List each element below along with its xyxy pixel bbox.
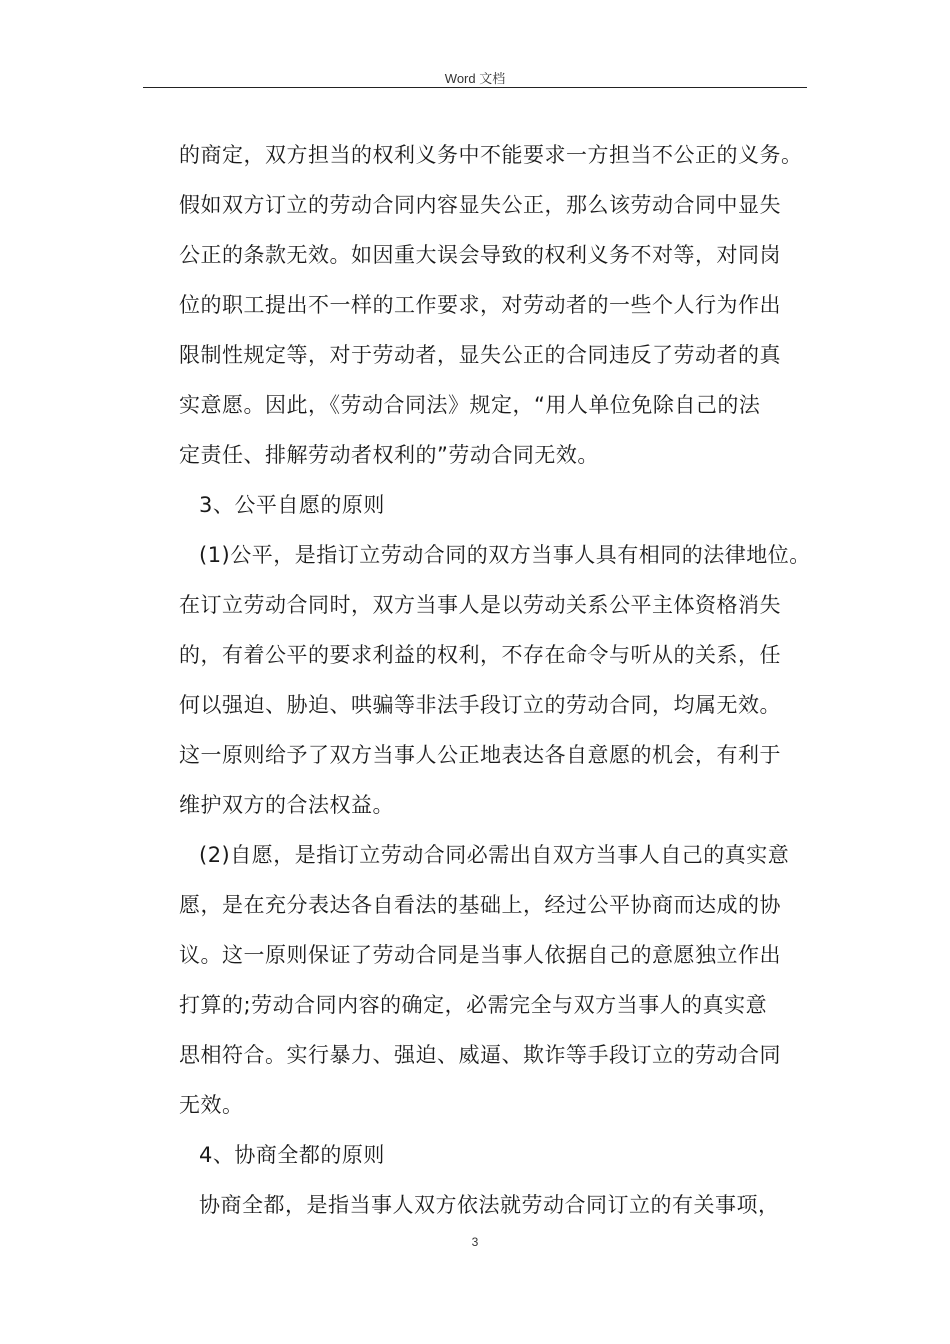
text-line: 假如双方订立的劳动合同内容显失公正，那么该劳动合同中显失 bbox=[179, 193, 781, 217]
text-line: 在订立劳动合同时，双方当事人是以劳动关系公平主体资格消失 bbox=[179, 593, 781, 617]
text-line: 实意愿。因此，《劳动合同法》规定，“用人单位免除自己的法 bbox=[179, 393, 761, 417]
text-line: 打算的;劳动合同内容的确定，必需完全与双方当事人的真实意 bbox=[179, 993, 768, 1017]
text-line: 维护双方的合法权益。 bbox=[179, 793, 394, 817]
text-line: 的，有着公平的要求利益的权利，不存在命令与听从的关系，任 bbox=[179, 643, 781, 667]
header-divider bbox=[143, 87, 807, 88]
text-line: 议。这一原则保证了劳动合同是当事人依据自己的意愿独立作出 bbox=[179, 943, 781, 967]
text-line: 愿，是在充分表达各自看法的基础上，经过公平协商而达成的协 bbox=[179, 893, 781, 917]
text-line: 公正的条款无效。如因重大误会导致的权利义务不对等，对同岗 bbox=[179, 243, 781, 267]
text-line: 定责任、排解劳动者权利的”劳动合同无效。 bbox=[179, 443, 599, 467]
text-line: 位的职工提出不一样的工作要求，对劳动者的一些个人行为作出 bbox=[179, 293, 781, 317]
text-line: (2)自愿，是指订立劳动合同必需出自双方当事人自己的真实意 bbox=[199, 843, 790, 867]
page-number: 3 bbox=[471, 1235, 479, 1249]
document-header-title: Word 文档 bbox=[444, 71, 506, 86]
section-heading: 3、公平自愿的原则 bbox=[199, 493, 385, 517]
text-line: 何以强迫、胁迫、哄骗等非法手段订立的劳动合同，均属无效。 bbox=[179, 693, 781, 717]
text-line: 无效。 bbox=[179, 1093, 244, 1117]
text-line: 的商定，双方担当的权利义务中不能要求一方担当不公正的义务。 bbox=[179, 143, 803, 167]
text-line: 思相符合。实行暴力、强迫、威逼、欺诈等手段订立的劳动合同 bbox=[179, 1043, 781, 1067]
document-body bbox=[179, 130, 819, 1230]
section-heading: 4、协商全都的原则 bbox=[199, 1143, 385, 1167]
text-line: 这一原则给予了双方当事人公正地表达各自意愿的机会，有利于 bbox=[179, 743, 781, 767]
text-line: 限制性规定等，对于劳动者，显失公正的合同违反了劳动者的真 bbox=[179, 343, 781, 367]
text-line: 协商全都，是指当事人双方依法就劳动合同订立的有关事项， bbox=[199, 1193, 780, 1217]
text-line: (1)公平，是指订立劳动合同的双方当事人具有相同的法律地位。 bbox=[199, 543, 811, 567]
